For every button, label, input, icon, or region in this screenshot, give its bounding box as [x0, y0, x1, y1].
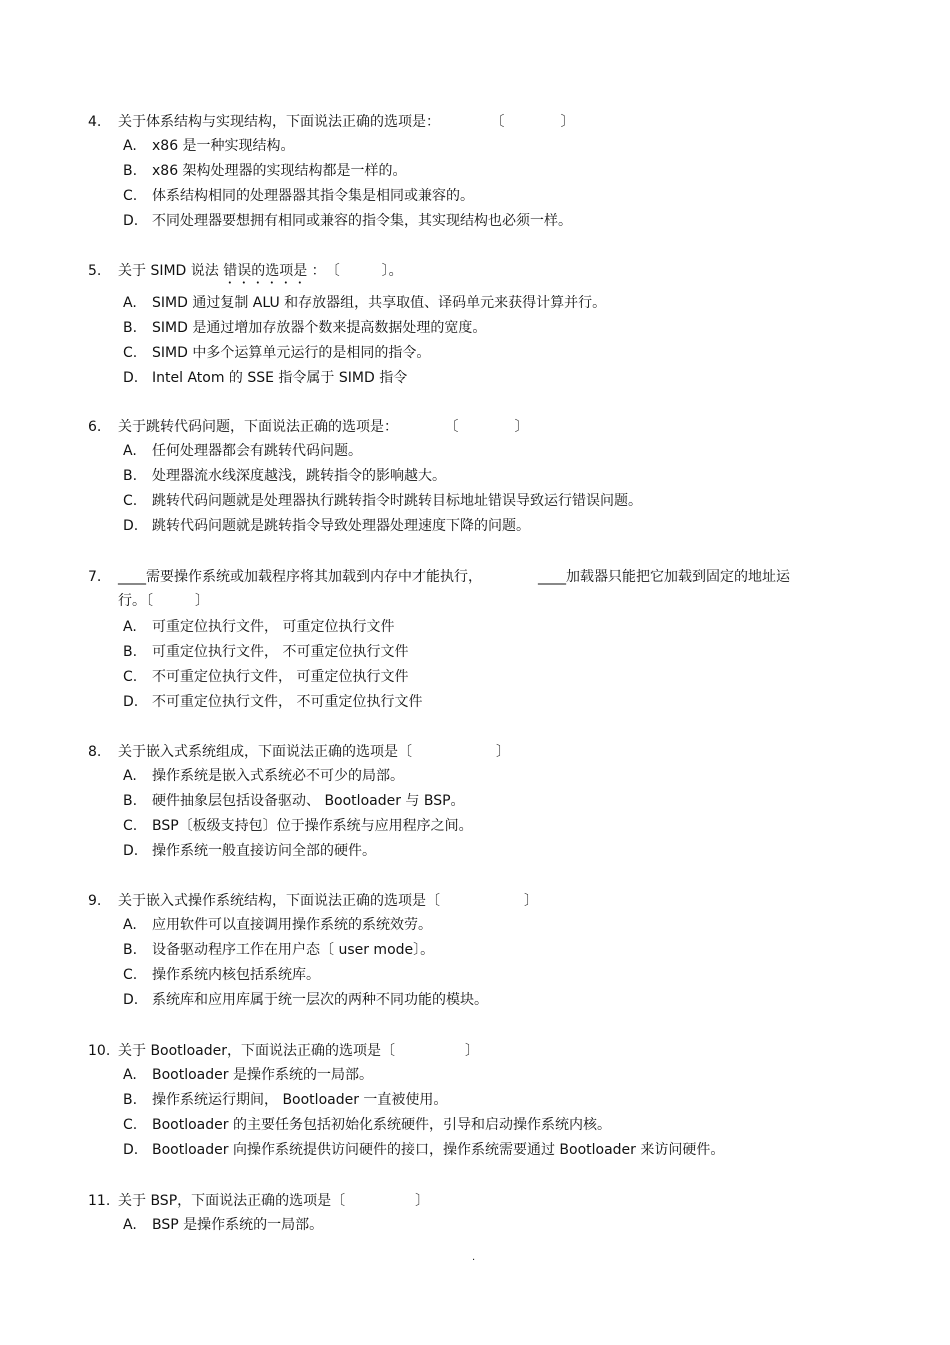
option-text: 设备驱动程序工作在用户态〔 user mode〕。 [152, 942, 435, 958]
option-c [88, 184, 838, 209]
option-d [88, 839, 838, 864]
answer-bracket: 〔 〕 [444, 419, 529, 435]
option-text: SIMD 通过复制 ALU 和存放器组，共享取值、译码单元来获得计算并行。 [152, 295, 607, 311]
option-text: 可重定位执行文件， 不可重定位执行文件 [152, 644, 409, 660]
question-text: 关于 SIMD 说法 [118, 263, 224, 279]
question-text: ____加载器只能把它加载到固定的地址运 [538, 569, 790, 585]
question-6 [88, 415, 838, 539]
option-text: 跳转代码问题就是处理器执行跳转指令时跳转目标地址错误导致运行错误问题。 [152, 493, 642, 509]
question-text: 关于 Bootloader，下面说法正确的选项是 [118, 1043, 381, 1059]
option-letter: D. [123, 213, 139, 229]
option-text: 硬件抽象层包括设备驱动、 Bootloader 与 BSP。 [152, 793, 465, 809]
option-letter: A. [123, 619, 137, 635]
question-stem [88, 1189, 838, 1213]
option-b [88, 159, 838, 184]
option-letter: A. [123, 295, 137, 311]
option-letter: A. [123, 917, 137, 933]
option-a [88, 1213, 838, 1238]
option-letter: C. [123, 188, 138, 204]
option-text: BSP 是操作系统的一局部。 [152, 1217, 324, 1233]
option-letter: A. [123, 1217, 137, 1233]
option-a [88, 439, 838, 464]
option-c [88, 489, 838, 514]
option-text: 操作系统一般直接访问全部的硬件。 [152, 843, 376, 859]
question-4 [88, 110, 838, 234]
option-text: Bootloader 的主要任务包括初始化系统硬件，引导和启动操作系统内核。 [152, 1117, 611, 1133]
question-9 [88, 889, 838, 1013]
question-text: 关于 BSP，下面说法正确的选项是 [118, 1193, 332, 1209]
question-number: 11. [88, 1193, 111, 1209]
option-letter: C. [123, 818, 138, 834]
option-a [88, 134, 838, 159]
question-stem [88, 889, 838, 913]
question-number: 7. [88, 569, 102, 585]
option-text: Bootloader 是操作系统的一局部。 [152, 1067, 373, 1083]
option-text: 任何处理器都会有跳转代码问题。 [152, 443, 362, 459]
option-b [88, 640, 838, 665]
option-letter: D. [123, 843, 139, 859]
option-text: 系统库和应用库属于统一层次的两种不同功能的模块。 [152, 992, 488, 1008]
question-5 [88, 259, 838, 391]
question-7 [88, 565, 838, 715]
option-letter: C. [123, 1117, 138, 1133]
question-stem [88, 110, 838, 134]
question-text: ： [307, 263, 326, 279]
option-d [88, 514, 838, 539]
option-letter: C. [123, 967, 138, 983]
question-number: 6. [88, 419, 102, 435]
question-stem-continued [88, 589, 838, 613]
option-letter: B. [123, 1092, 138, 1108]
answer-bracket: 〔 〕 [490, 114, 575, 130]
question-stem [88, 415, 838, 439]
option-b [88, 789, 838, 814]
option-letter: A. [123, 1067, 137, 1083]
answer-bracket: 〔 〕。 [325, 263, 403, 279]
question-stem [88, 1039, 838, 1063]
question-number: 5. [88, 263, 102, 279]
option-b [88, 938, 838, 963]
question-number: 4. [88, 114, 102, 130]
question-text: 关于嵌入式操作系统结构，下面说法正确的选项是 [118, 893, 426, 909]
option-letter: D. [123, 992, 139, 1008]
option-d [88, 366, 838, 391]
option-text: SIMD 中多个运算单元运行的是相同的指令。 [152, 345, 431, 361]
question-text: 关于嵌入式系统组成，下面说法正确的选项是 [118, 744, 398, 760]
option-letter: C. [123, 345, 138, 361]
option-c [88, 665, 838, 690]
option-text: 体系结构相同的处理器器其指令集是相同或兼容的。 [152, 188, 474, 204]
option-text: 可重定位执行文件， 可重定位执行文件 [152, 619, 395, 635]
option-letter: B. [123, 163, 138, 179]
option-b [88, 1088, 838, 1113]
answer-bracket: 〔 〕 [426, 893, 538, 909]
question-text: 关于跳转代码问题，下面说法正确的选项是： [118, 419, 398, 435]
option-letter: D. [123, 518, 139, 534]
option-d [88, 209, 838, 234]
option-letter: A. [123, 768, 137, 784]
option-d [88, 690, 838, 715]
option-text: 操作系统运行期间， Bootloader 一直被使用。 [152, 1092, 448, 1108]
option-d [88, 1138, 838, 1163]
question-number: 10. [88, 1043, 111, 1059]
question-stem [88, 259, 838, 287]
option-c [88, 814, 838, 839]
option-a [88, 913, 838, 938]
option-letter: B. [123, 468, 138, 484]
option-a [88, 764, 838, 789]
option-letter: D. [123, 1142, 139, 1158]
question-text: 行。〔 〕 [118, 593, 209, 609]
option-letter: C. [123, 669, 138, 685]
answer-bracket: 〔 〕 [331, 1193, 430, 1209]
answer-bracket: 〔 〕 [380, 1043, 479, 1059]
option-text: 应用软件可以直接调用操作系统的系统效劳。 [152, 917, 432, 933]
page-footer-dot: . [472, 1252, 476, 1263]
option-text: Intel Atom 的 SSE 指令属于 SIMD 指令 [152, 370, 408, 386]
option-letter: A. [123, 443, 137, 459]
option-letter: B. [123, 942, 138, 958]
option-b [88, 464, 838, 489]
option-text: 不可重定位执行文件， 可重定位执行文件 [152, 669, 409, 685]
option-letter: C. [123, 493, 138, 509]
option-a [88, 291, 838, 316]
question-10 [88, 1039, 838, 1163]
option-letter: D. [123, 370, 139, 386]
option-text: 操作系统内核包括系统库。 [152, 967, 320, 983]
option-c [88, 1113, 838, 1138]
option-text: 跳转代码问题就是跳转指令导致处理器处理速度下降的问题。 [152, 518, 530, 534]
option-letter: B. [123, 793, 138, 809]
question-11 [88, 1189, 838, 1238]
question-stem [88, 740, 838, 764]
option-letter: A. [123, 138, 137, 154]
option-text: 操作系统是嵌入式系统必不可少的局部。 [152, 768, 404, 784]
answer-bracket: 〔 〕 [398, 744, 510, 760]
option-a [88, 1063, 838, 1088]
option-c [88, 341, 838, 366]
question-text-emphasis: 错误的选项是 [223, 263, 308, 279]
question-text: 关于体系结构与实现结构，下面说法正确的选项是： [118, 114, 440, 130]
option-text: 处理器流水线深度越浅，跳转指令的影响越大。 [152, 468, 446, 484]
question-number: 9. [88, 893, 102, 909]
option-a [88, 615, 838, 640]
option-text: x86 架构处理器的实现结构都是一样的。 [152, 163, 407, 179]
question-stem [88, 565, 838, 589]
option-letter: B. [123, 644, 138, 660]
option-letter: B. [123, 320, 138, 336]
option-c [88, 963, 838, 988]
question-text: ____需要操作系统或加载程序将其加载到内存中才能执行， [118, 569, 482, 585]
option-d [88, 988, 838, 1013]
option-letter: D. [123, 694, 139, 710]
option-text: Bootloader 向操作系统提供访问硬件的接口，操作系统需要通过 Bootloader 来访问硬件。 [152, 1142, 725, 1158]
option-text: 不同处理器要想拥有相同或兼容的指令集，其实现结构也必须一样。 [152, 213, 572, 229]
option-text: BSP〔板级支持包〕位于操作系统与应用程序之间。 [152, 818, 473, 834]
option-b [88, 316, 838, 341]
option-text: x86 是一种实现结构。 [152, 138, 295, 154]
option-text: 不可重定位执行文件， 不可重定位执行文件 [152, 694, 423, 710]
question-number: 8. [88, 744, 102, 760]
option-text: SIMD 是通过增加存放器个数来提高数据处理的宽度。 [152, 320, 487, 336]
question-8 [88, 740, 838, 864]
